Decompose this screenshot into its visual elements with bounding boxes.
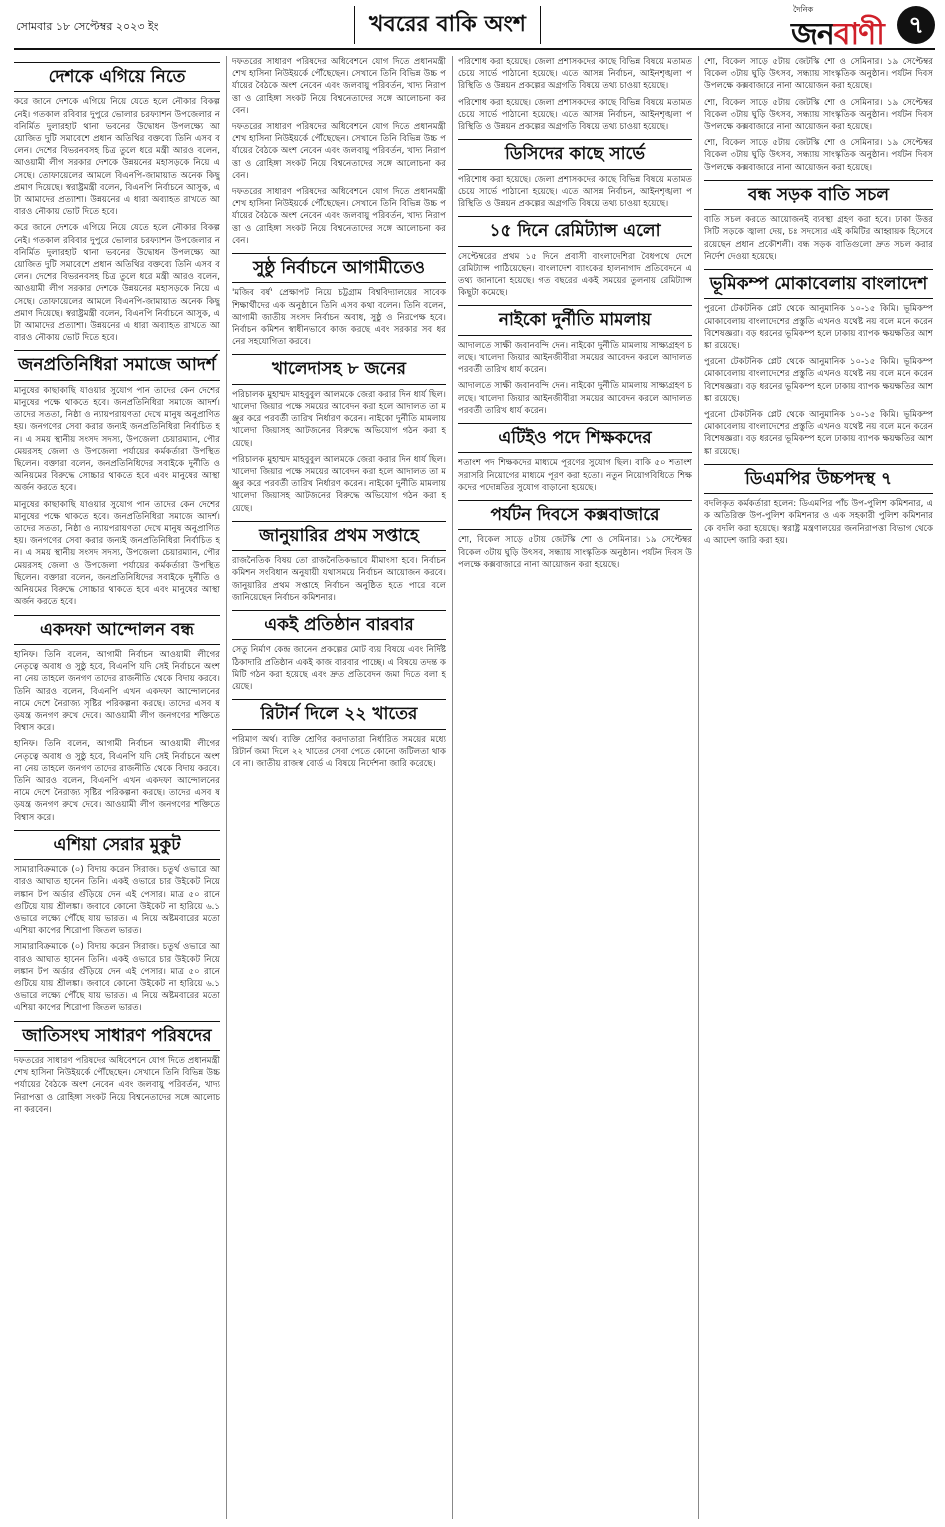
article-1-headline: দেশকে এগিয়ে নিতে: [14, 62, 220, 92]
article-13-headline: নাইকো দুর্নীতি মামলায়: [458, 305, 692, 335]
article-10-headline: রিটার্ন দিলে ২২ খাতের: [232, 699, 446, 729]
article-2-headline: জনপ্রতিনিধিরা সমাজে আদর্শ: [14, 350, 220, 380]
article-4-body-cont: সামারাবিক্রমাকে (০) বিদায় করেন সিরাজ। চতুর্থ ওভারে আবারও আঘাত হানেন তিনি। একই ওভারে চার উইকেট নিয়ে লঙ্কান টপ অর্ডার গুঁড়িয়ে দেন এই পেসার। মাত্র ৫০ রানে গুটিয়ে যায় শ্রীলঙ্কা। জবাবে কোনো উইকেট না হারিয়ে ৬.১ ওভারে লক্ষ্যে পৌঁছে যায় ভারত। এ নিয়ে অষ্টমবারের মতো এশিয়া কাপের শিরোপা জিতল ভারত।: [14, 942, 220, 1014]
article-11-body-top-2: পরিশোধ করা হয়েছে। জেলা প্রশাসকদের কাছে বিভিন্ন বিষয়ে মতামত চেয়ে সার্ভে পাঠানো হয়েছে। এতে আসন্ন নির্বাচন, আইনশৃঙ্খলা পরিস্থিতি ও উন্নয়ন প্রকল্পের অগ্রগতি বিষয়ে তথ্য চাওয়া হয়েছে।: [458, 97, 692, 133]
article-9-headline: একই প্রতিষ্ঠান বারবার: [232, 610, 446, 640]
column-2: [232, 56, 446, 1519]
article-1-body-cont: করে জানে দেশকে এগিয়ে নিয়ে যেতে হলে নৌকার বিকল্প নেই। গতকাল রবিবার দুপুরে ভোলার চরফ্যাশন উপজেলার নবনির্মিত দুলারহাট থানা ভবনের উদ্বোধন উপলক্ষ্যে আয়োজিত দুটি সমাবেশে প্রধান অতিথির বক্তব্যে তিনি এসব বলেন। দেশের বিভরনবসহ চিত্র তুলে ধরে মন্ত্রী আরও বলেন, আওয়ামী লীগ সরকার দেশকে উন্নয়নের মহাসড়কে নিয়ে এসেছে। তোফায়েলের আমলে বিএনপি-জামায়াত অনেক কিছু প্রমাণ দিয়েছে। স্বরাষ্ট্রমন্ত্রী বলেন, বিএনপি নির্বাচনে আসুক, এটা আমাদের প্রত্যাশা। উন্নয়নের এ ধারা অব্যাহত রাখতে আবারও নৌকায় ভোট দিতে হবে।: [14, 223, 220, 344]
article-10-body: পরিমাণ অর্থ। ব্যক্তি শ্রেণির করদাতারা নির্ধারিত সময়ের মধ্যে রিটার্ন জমা দিলে ২২ খাতের সেবা পেতে কোনো জটিলতা থাকবে না। জাতীয় রাজস্ব বোর্ড এ বিষয়ে নির্দেশনা জারি করেছে।: [232, 734, 446, 770]
article-17-body: পুরনো টেকটনিক প্লেট থেকে আনুমানিক ১০-১৫ কিমি। ভূমিকম্প মোকাবেলায় বাংলাদেশের প্রস্তুতি এখনও যথেষ্ট নয় বলে মনে করেন বিশেষজ্ঞরা। বড় ধরনের ভূমিকম্প হলে ঢাকায় ব্যাপক ক্ষয়ক্ষতির আশঙ্কা রয়েছে।: [704, 304, 933, 352]
article-12-body: সেপ্টেম্বরের প্রথম ১৫ দিনে প্রবাসী বাংলাদেশিরা বৈধপথে দেশে রেমিট্যান্স পাঠিয়েছেন। বাংলাদেশ ব্যাংকের হালনাগাদ প্রতিবেদনে এ তথ্য জানানো হয়েছে। গত বছরের একই সময়ের তুলনায় রেমিট্যান্স কিছুটা কমেছে।: [458, 251, 692, 299]
article-5-body-cont-3: দফতরের সাধারণ পরিষদের অধিবেশনে যোগ দিতে প্রধানমন্ত্রী শেখ হাসিনা নিউইয়র্কে পৌঁছেছেন। সেখানে তিনি বিভিন্ন উচ্চ পর্যায়ের বৈঠকে অংশ নেবেন এবং জলবায়ু পরিবর্তন, খাদ্য নিরাপত্তা ও রোহিঙ্গা সংকট নিয়ে বিশ্বনেতাদের সঙ্গে আলোচনা করবেন।: [232, 187, 446, 246]
newspaper-logo: [785, 4, 935, 52]
article-7-headline: খালেদাসহ ৮ জনের: [232, 354, 446, 384]
article-3-body-cont: হানিফ। তিনি বলেন, আগামী নির্বাচন আওয়ামী লীগের নেতৃত্বে অবাধ ও সুষ্ঠু হবে, বিএনপি যদি সেই নির্বাচনে অংশ না নেয় তাহলে জনগণ তাদের রাজনীতি থেকে বিদায় করবে। তিনি আরও বলেন, বিএনপি এখন একদফা আন্দোলনের নামে দেশে নৈরাজ্য সৃষ্টির পরিকল্পনা করছে। তাদের এসব ষড়যন্ত্র জনগণ রুখে দেবে। আওয়ামী লীগ জনগণের শক্তিতে বিশ্বাস করে।: [14, 739, 220, 823]
column-divider: [698, 56, 699, 1519]
article-6-headline: সুষ্ঠু নির্বাচনে আগামীতেও: [232, 253, 446, 283]
article-18-body: বদলিকৃত কর্মকর্তারা হলেন: ডিএমপির পাঁচ উপ-পুলিশ কমিশনার, এক অতিরিক্ত উপ-পুলিশ কমিশনার ও এক সহকারী পুলিশ কমিশনারকে বদলি করা হয়েছে। স্বরাষ্ট্র মন্ত্রণালয়ের জননিরাপত্তা বিভাগ থেকে এ আদেশ জারি করা হয়।: [704, 499, 933, 546]
article-6-body: 'মজিব বর্ষ' প্রেক্ষাপট নিয়ে চট্টগ্রাম বিশ্ববিদ্যালয়ের সাবেক শিক্ষার্থীদের এক অনুষ্ঠানে তিনি এসব কথা বলেন। তিনি বলেন, আগামী জাতীয় সংসদ নির্বাচন অবাধ, সুষ্ঠু ও নিরপেক্ষ হবে। নির্বাচন কমিশন স্বাধীনভাবে কাজ করছে এবং সরকার সব ধরনের সহযোগিতা করবে।: [232, 288, 446, 348]
article-4-body: সামারাবিক্রমাকে (০) বিদায় করেন সিরাজ। চতুর্থ ওভারে আবারও আঘাত হানেন তিনি। একই ওভারে চার উইকেট নিয়ে লঙ্কান টপ অর্ডার গুঁড়িয়ে দেন এই পেসার। মাত্র ৫০ রানে গুটিয়ে যায় শ্রীলঙ্কা। জবাবে কোনো উইকেট না হারিয়ে ৬.১ ওভারে লক্ষ্যে পৌঁছে যায় ভারত। এ নিয়ে অষ্টমবারের মতো এশিয়া কাপের শিরোপা জিতল ভারত।: [14, 865, 220, 937]
logo-prefix: দৈনিক: [793, 5, 814, 14]
column-divider: [226, 56, 227, 1519]
page-number-badge: ৭: [897, 6, 935, 44]
article-3-headline: একদফা আন্দোলন বন্ধ: [14, 615, 220, 645]
article-11-headline: ডিসিদের কাছে সার্ভে: [458, 139, 692, 169]
logo-part-2: বাণী: [833, 17, 884, 52]
article-13-body: আদালতে সাক্ষী জবানবন্দি দেন। নাইকো দুর্নীতি মামলায় সাক্ষ্যগ্রহণ চলছে। খালেদা জিয়ার আইনজীবীরা সময়ের আবেদন করলে আদালত পরবর্তী তারিখ ধার্য করেন।: [458, 340, 692, 376]
article-14-headline: এটিইও পদে শিক্ষকদের: [458, 423, 692, 453]
article-2-body: মানুষের কাছাকাছি যাওয়ার সুযোগ পান তাদের কেন দেশের মানুষের পক্ষে থাকতে হবে। জনপ্রতিনিধিরা সমাজে আদর্শ। তাদের সততা, নিষ্ঠা ও ন্যায়পরায়ণতা দেখে মানুষ অনুপ্রাণিত হয়। জনগণের সেবা করার জন্যই জনপ্রতিনিধিরা নির্বাচিত হন। এ সময় স্থানীয় সংসদ সদস্য, উপজেলা চেয়ারম্যান, পৌর মেয়রসহ জেলা ও উপজেলা পর্যায়ের কর্মকর্তারা উপস্থিত ছিলেন। বক্তারা বলেন, জনপ্রতিনিধিদের সবাইকে দুর্নীতি ও অনিয়মের বিরুদ্ধে সোচ্চার থাকতে হবে এবং মানুষের আস্থা অর্জন করতে হবে।: [14, 385, 220, 494]
article-7-body: পরিচালক মুহাম্মদ মাহবুবুল আলমকে জেরা করার দিন ধার্য ছিল। খালেদা জিয়ার পক্ষে সময়ের আবেদন করা হলে আদালত তা মঞ্জুর করে পরবর্তী তারিখ নির্ধারণ করেন। নাইকো দুর্নীতি মামলায় খালেদা জিয়াসহ আটজনের বিরুদ্ধে অভিযোগ গঠন করা হয়েছে।: [232, 389, 446, 449]
article-5-body-cont-2: দফতরের সাধারণ পরিষদের অধিবেশনে যোগ দিতে প্রধানমন্ত্রী শেখ হাসিনা নিউইয়র্কে পৌঁছেছেন। সেখানে তিনি বিভিন্ন উচ্চ পর্যায়ের বৈঠকে অংশ নেবেন এবং জলবায়ু পরিবর্তন, খাদ্য নিরাপত্তা ও রোহিঙ্গা সংকট নিয়ে বিশ্বনেতাদের সঙ্গে আলোচনা করবেন।: [232, 122, 446, 181]
article-17-body-cont-2: পুরনো টেকটনিক প্লেট থেকে আনুমানিক ১০-১৫ কিমি। ভূমিকম্প মোকাবেলায় বাংলাদেশের প্রস্তুতি এখনও যথেষ্ট নয় বলে মনে করেন বিশেষজ্ঞরা। বড় ধরনের ভূমিকম্প হলে ঢাকায় ব্যাপক ক্ষয়ক্ষতির আশঙ্কা রয়েছে।: [704, 410, 933, 457]
article-15-headline: পর্যটন দিবসে কক্সবাজারে: [458, 500, 692, 530]
article-7-body-cont: পরিচালক মুহাম্মদ মাহবুবুল আলমকে জেরা করার দিন ধার্য ছিল। খালেদা জিয়ার পক্ষে সময়ের আবেদন করা হলে আদালত তা মঞ্জুর করে পরবর্তী তারিখ নির্ধারণ করেন। নাইকো দুর্নীতি মামলায় খালেদা জিয়াসহ আটজনের বিরুদ্ধে অভিযোগ গঠন করা হয়েছে।: [232, 454, 446, 514]
article-17-body-cont: পুরনো টেকটনিক প্লেট থেকে আনুমানিক ১০-১৫ কিমি। ভূমিকম্প মোকাবেলায় বাংলাদেশের প্রস্তুতি এখনও যথেষ্ট নয় বলে মনে করেন বিশেষজ্ঞরা। বড় ধরনের ভূমিকম্প হলে ঢাকায় ব্যাপক ক্ষয়ক্ষতির আশঙ্কা রয়েছে।: [704, 357, 933, 404]
section-title: খবরের বাকি অংশ: [354, 6, 541, 44]
article-15-body-cont: শো, বিকেল সাড়ে ৫টায় জেটস্কি শো ও সেমিনার। ১৯ সেপ্টেম্বর বিকেল ৩টায় ঘুড়ি উৎসব, সন্ধ্যায় সাংস্কৃতিক অনুষ্ঠান। পর্যটন দিবস উপলক্ষে কক্সবাজারে নানা আয়োজন করা হয়েছে।: [704, 57, 933, 92]
article-16-body: বাতি সচল করতে আয়োজনই ব্যবস্থা গ্রহণ করা হবে। ঢাকা উত্তর সিটি সড়কে জ্বালা দেয়, চঃ সদস্যের এই কমিটির আহ্বায়ক হিসেবে রয়েছেন প্রধান প্রকৌশলী। বন্ধ সড়ক বাতিগুলো দ্রুত সচল করার নির্দেশ দেওয়া হয়েছে।: [704, 215, 933, 262]
article-8-headline: জানুয়ারির প্রথম সপ্তাহে: [232, 521, 446, 551]
article-1-body: করে জানে দেশকে এগিয়ে নিয়ে যেতে হলে নৌকার বিকল্প নেই। গতকাল রবিবার দুপুরে ভোলার চরফ্যাশন উপজেলার নবনির্মিত দুলারহাট থানা ভবনের উদ্বোধন উপলক্ষ্যে আয়োজিত দুটি সমাবেশে প্রধান অতিথির বক্তব্যে তিনি এসব বলেন। দেশের বিভরনবসহ চিত্র তুলে ধরে মন্ত্রী আরও বলেন, আওয়ামী লীগ সরকার দেশকে উন্নয়নের মহাসড়কে নিয়ে এসেছে। তোফায়েলের আমলে বিএনপি-জামায়াত অনেক কিছু প্রমাণ দিয়েছে। স্বরাষ্ট্রমন্ত্রী বলেন, বিএনপি নির্বাচনে আসুক, এটা আমাদের প্রত্যাশা। উন্নয়নের এ ধারা অব্যাহত রাখতে আবারও নৌকায় ভোট দিতে হবে।: [14, 97, 220, 218]
article-18-headline: ডিএমপির উচ্চপদস্থ ৭: [704, 464, 933, 494]
column-3: [458, 56, 692, 1519]
logo-wordmark: [791, 10, 884, 61]
column-divider: [452, 56, 453, 1519]
article-14-body: শতাংশ পদ শিক্ষকদের মাধ্যমে পূরণের সুযোগ ছিল। বাকি ৫০ শতাংশ সরাসরি নিয়োগের মাধ্যমে পূরণ করা হতো। নতুন নিয়োগবিধিতে শিক্ষকদের পদোন্নতির সুযোগ বাড়ানো হয়েছে।: [458, 458, 692, 493]
article-8-body: রাজনৈতিক বিষয় তো রাজনৈতিকভাবে মীমাংসা হবে। নির্বাচন কমিশন সংবিধান অনুযায়ী যথাসময়ে নির্বাচন আয়োজন করবে। জানুয়ারির প্রথম সপ্তাহে নির্বাচন অনুষ্ঠিত হতে পারে বলে জানিয়েছেন নির্বাচন কমিশনার।: [232, 556, 446, 603]
article-15-body-cont-3: শো, বিকেল সাড়ে ৫টায় জেটস্কি শো ও সেমিনার। ১৯ সেপ্টেম্বর বিকেল ৩টায় ঘুড়ি উৎসব, সন্ধ্যায় সাংস্কৃতিক অনুষ্ঠান। পর্যটন দিবস উপলক্ষে কক্সবাজারে নানা আয়োজন করা হয়েছে।: [704, 138, 933, 173]
article-12-headline: ১৫ দিনে রেমিট্যান্স এলো: [458, 216, 692, 246]
article-5-body: দফতরের সাধারণ পরিষদের অধিবেশনে যোগ দিতে প্রধানমন্ত্রী শেখ হাসিনা নিউইয়র্কে পৌঁছেছেন। সেখানে তিনি বিভিন্ন উচ্চ পর্যায়ের বৈঠকে অংশ নেবেন এবং জলবায়ু পরিবর্তন, খাদ্য নিরাপত্তা ও রোহিঙ্গা সংকট নিয়ে বিশ্বনেতাদের সঙ্গে আলোচনা করবেন।: [14, 1055, 220, 1115]
masthead: [14, 4, 935, 50]
logo-part-1: জন: [791, 17, 834, 52]
article-5-body-cont: দফতরের সাধারণ পরিষদের অধিবেশনে যোগ দিতে প্রধানমন্ত্রী শেখ হাসিনা নিউইয়র্কে পৌঁছেছেন। সেখানে তিনি বিভিন্ন উচ্চ পর্যায়ের বৈঠকে অংশ নেবেন এবং জলবায়ু পরিবর্তন, খাদ্য নিরাপত্তা ও রোহিঙ্গা সংকট নিয়ে বিশ্বনেতাদের সঙ্গে আলোচনা করবেন।: [232, 57, 446, 116]
article-16-headline: বন্ধ সড়ক বাতি সচল: [704, 180, 933, 210]
dateline: সোমবার ১৮ সেপ্টেম্বর ২০২৩ ইং: [16, 20, 159, 33]
article-15-body-cont-2: শো, বিকেল সাড়ে ৫টায় জেটস্কি শো ও সেমিনার। ১৯ সেপ্টেম্বর বিকেল ৩টায় ঘুড়ি উৎসব, সন্ধ্যায় সাংস্কৃতিক অনুষ্ঠান। পর্যটন দিবস উপলক্ষে কক্সবাজারে নানা আয়োজন করা হয়েছে।: [704, 97, 933, 133]
article-11-body: পরিশোধ করা হয়েছে। জেলা প্রশাসকদের কাছে বিভিন্ন বিষয়ে মতামত চেয়ে সার্ভে পাঠানো হয়েছে। এতে আসন্ন নির্বাচন, আইনশৃঙ্খলা পরিস্থিতি ও উন্নয়ন প্রকল্পের অগ্রগতি বিষয়ে তথ্য চাওয়া হয়েছে।: [458, 174, 692, 210]
article-5-headline: জাতিসংঘ সাধারণ পরিষদের: [14, 1021, 220, 1051]
column-4: [704, 56, 933, 1519]
article-17-headline: ভূমিকম্প মোকাবেলায় বাংলাদেশ: [704, 269, 933, 299]
column-1: [14, 56, 220, 1519]
article-4-headline: এশিয়া সেরার মুকুট: [14, 830, 220, 860]
article-13-body-cont: আদালতে সাক্ষী জবানবন্দি দেন। নাইকো দুর্নীতি মামলায় সাক্ষ্যগ্রহণ চলছে। খালেদা জিয়ার আইনজীবীরা সময়ের আবেদন করলে আদালত পরবর্তী তারিখ ধার্য করেন।: [458, 381, 692, 416]
article-2-body-cont: মানুষের কাছাকাছি যাওয়ার সুযোগ পান তাদের কেন দেশের মানুষের পক্ষে থাকতে হবে। জনপ্রতিনিধিরা সমাজে আদর্শ। তাদের সততা, নিষ্ঠা ও ন্যায়পরায়ণতা দেখে মানুষ অনুপ্রাণিত হয়। জনগণের সেবা করার জন্যই জনপ্রতিনিধিরা নির্বাচিত হন। এ সময় স্থানীয় সংসদ সদস্য, উপজেলা চেয়ারম্যান, পৌর মেয়রসহ জেলা ও উপজেলা পর্যায়ের কর্মকর্তারা উপস্থিত ছিলেন। বক্তারা বলেন, জনপ্রতিনিধিদের সবাইকে দুর্নীতি ও অনিয়মের বিরুদ্ধে সোচ্চার থাকতে হবে এবং মানুষের আস্থা অর্জন করতে হবে।: [14, 499, 220, 608]
article-3-body: হানিফ। তিনি বলেন, আগামী নির্বাচন আওয়ামী লীগের নেতৃত্বে অবাধ ও সুষ্ঠু হবে, বিএনপি যদি সেই নির্বাচনে অংশ না নেয় তাহলে জনগণ তাদের রাজনীতি থেকে বিদায় করবে। তিনি আরও বলেন, বিএনপি এখন একদফা আন্দোলনের নামে দেশে নৈরাজ্য সৃষ্টির পরিকল্পনা করছে। তাদের এসব ষড়যন্ত্র জনগণ রুখে দেবে। আওয়ামী লীগ জনগণের শক্তিতে বিশ্বাস করে।: [14, 649, 220, 734]
article-9-body: সেতু নির্মাণ কেন্দ্র জানেন প্রকল্পের মোট ব্যয় বিষয়ে এবং নির্দিষ্ট ঠিকাদারি প্রতিষ্ঠান একই কাজ বারবার পাচ্ছে। এ বিষয়ে তদন্ত কমিটি গঠন করা হয়েছে এবং দ্রুত প্রতিবেদন জমা দিতে বলা হয়েছে।: [232, 645, 446, 693]
article-11-body-top: পরিশোধ করা হয়েছে। জেলা প্রশাসকদের কাছে বিভিন্ন বিষয়ে মতামত চেয়ে সার্ভে পাঠানো হয়েছে। এতে আসন্ন নির্বাচন, আইনশৃঙ্খলা পরিস্থিতি ও উন্নয়ন প্রকল্পের অগ্রগতি বিষয়ে তথ্য চাওয়া হয়েছে।: [458, 57, 692, 92]
article-15-body: শো, বিকেল সাড়ে ৫টায় জেটস্কি শো ও সেমিনার। ১৯ সেপ্টেম্বর বিকেল ৩টায় ঘুড়ি উৎসব, সন্ধ্যায় সাংস্কৃতিক অনুষ্ঠান। পর্যটন দিবস উপলক্ষে কক্সবাজারে নানা আয়োজন করা হয়েছে।: [458, 535, 692, 570]
